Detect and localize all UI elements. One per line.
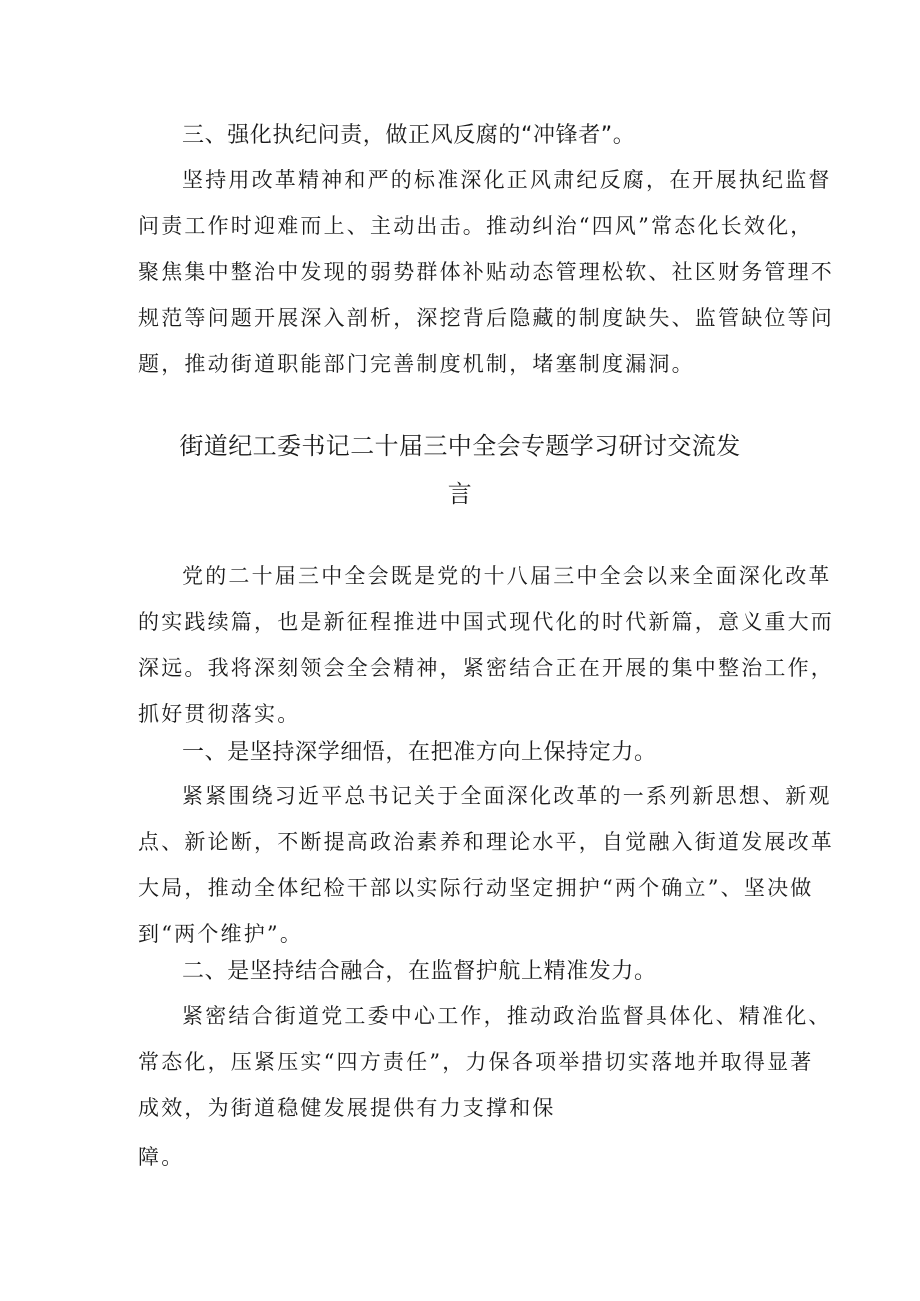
intro-text-line: 抓好贯彻落实。	[138, 702, 301, 726]
point1-text-line: 大局，推动全体纪检干部以实际行动坚定拥护“两个确立”、坚决做	[138, 876, 814, 900]
article-title: 街道纪工委书记二十届三中全会专题学习研讨交流发	[179, 432, 741, 460]
intro-text-line: 深远。我将深刻领会全会精神，紧密结合正在开展的集中整治工作，	[138, 656, 834, 680]
section3-text-line: 坚持用改革精神和严的标准深化正风肃纪反腐，在开展执纪监督	[182, 168, 832, 192]
point1-text-line: 紧紧围绕习近平总书记关于全面深化改革的一系列新思想、新观	[182, 784, 832, 808]
point1-text-line: 点、新论断，不断提高政治素养和理论水平，自觉融入街道发展改革	[138, 830, 834, 854]
intro-text-line: 的实践续篇，也是新征程推进中国式现代化的时代新篇，意义重大而	[138, 610, 834, 634]
section-heading-3: 三、强化执纪问责，做正风反腐的“冲锋者”。	[182, 123, 636, 148]
section3-text-line: 聚焦集中整治中发现的弱势群体补贴动态管理松软、社区财务管理不	[138, 260, 834, 284]
section3-text-line: 题，推动街道职能部门完善制度机制，堵塞制度漏洞。	[138, 352, 695, 376]
point1-text-line: 到“两个维护”。	[138, 922, 304, 946]
point2-text-line: 常态化，压紧压实“四方责任”，力保各项举措切实落地并取得显著	[138, 1050, 814, 1074]
point2-text-line: 紧密结合街道党工委中心工作，推动政治监督具体化、精准化、	[182, 1004, 832, 1028]
point2-text-line: 障。	[138, 1145, 185, 1169]
section3-text-line: 问责工作时迎难而上、主动出击。推动纠治“四风”常态化长效化，	[138, 214, 814, 238]
article-title-continued: 言	[447, 480, 473, 508]
point-1-heading: 一、是坚持深学细悟，在把准方向上保持定力。	[182, 740, 657, 765]
point2-text-line: 成效，为街道稳健发展提供有力支撑和保	[138, 1096, 556, 1120]
intro-text-line: 党的二十届三中全会既是党的十八届三中全会以来全面深化改革	[182, 564, 832, 588]
point-2-heading: 二、是坚持结合融合，在监督护航上精准发力。	[182, 959, 657, 984]
section3-text-line: 规范等问题开展深入剖析，深挖背后隐藏的制度缺失、监管缺位等问	[138, 306, 834, 330]
